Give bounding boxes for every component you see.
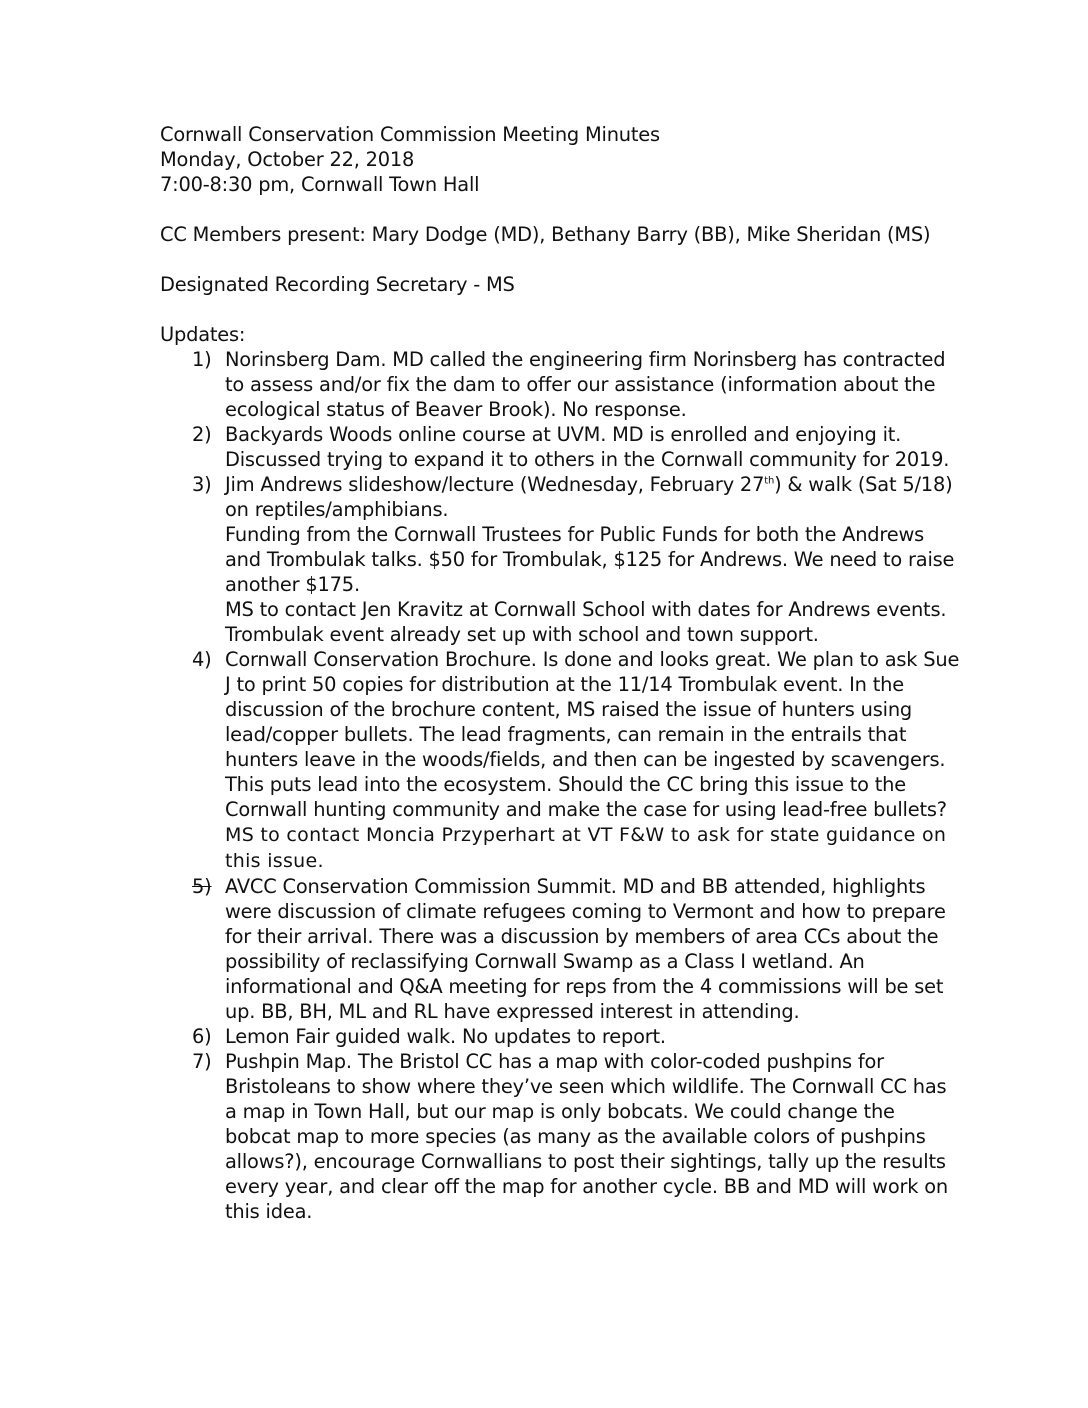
list-item xyxy=(160,347,960,422)
list-item xyxy=(160,1024,960,1049)
recording-secretary: Designated Recording Secretary - MS xyxy=(160,273,515,296)
item-text: Backyards Woods online course at UVM. MD is enrolled and enjoying it. Discussed trying to expand it to others in the Cornwall community for 2019. xyxy=(225,423,950,471)
doc-title: Cornwall Conservation Commission Meeting Minutes xyxy=(160,123,660,146)
meeting-time-place: 7:00-8:30 pm, Cornwall Town Hall xyxy=(160,173,480,196)
item-funding-text: Funding from the Cornwall Trustees for Public Funds for both the Andrews and Trombulak talks. $50 for Trombulak, $125 for Andrews. We need to raise another $175. xyxy=(225,523,955,596)
item-number: 1) xyxy=(192,348,212,371)
item-number: 2) xyxy=(192,423,212,446)
members-present: CC Members present: Mary Dodge (MD), Bethany Barry (BB), Mike Sheridan (MS) xyxy=(160,223,931,246)
meeting-date: Monday, October 22, 2018 xyxy=(160,148,415,171)
item-text: Pushpin Map. The Bristol CC has a map with color-coded pushpins for Bristoleans to show where they’ve seen which wildlife. The Cornwall CC has a map in Town Hall, but our map is only bobcats. We could change the bobcat map to more species (as many as the available colors of pushpins allows?), encourage Cornwallians to post their sightings, tally up the results every year, and clear off the map for another cycle. BB and MD will work on this idea. xyxy=(225,1050,949,1223)
item-text: AVCC Conservation Commission Summit. MD and BB attended, highlights were discussion of climate refugees coming to Vermont and how to prepare for their arrival. There was a discussion by members of area CCs about the possibility of reclassifying Cornwall Swamp as a Class I wetland. An informational and Q&A meeting for reps from the 4 commissions will be set up. BB, BH, ML and RL have expressed interest in attending. xyxy=(225,875,946,1023)
item-number: 4) xyxy=(192,648,212,671)
list-item xyxy=(160,874,960,1024)
item-text: Lemon Fair guided walk. No updates to report. xyxy=(225,1025,666,1048)
item-contact-text: MS to contact Jen Kravitz at Cornwall School with dates for Andrews events. Trombulak event already set up with school and town support. xyxy=(225,598,947,646)
list-item xyxy=(160,472,960,647)
item-number: 7) xyxy=(192,1050,212,1073)
item-text: Jim Andrews slideshow/lecture (Wednesday, February 27th) & walk (Sat 5/18) on reptiles/amphibians. xyxy=(225,473,953,521)
item-number: 5) xyxy=(192,875,212,898)
item-number: 6) xyxy=(192,1025,212,1048)
updates-list xyxy=(160,347,960,1224)
minutes-body xyxy=(160,122,960,1224)
list-item xyxy=(160,647,960,874)
item-text: Cornwall Conservation Brochure. Is done and looks great. We plan to ask Sue J to print 50 copies for distribution at the 11/14 Trombulak event. In the discussion of the brochure content, MS raised the issue of hunters using lead/copper bullets. The lead fragments, can remain in the entrails that hunters leave in the woods/fields, and then can be ingested by scavengers. This puts lead into the ecosystem. Should the CC bring this issue to the Cornwall hunting community and make the case for using lead-free bullets? MS to contact Moncia Przyperhart at VT F&W to ask for state guidance on this issue. xyxy=(225,648,960,872)
updates-heading: Updates: xyxy=(160,323,246,346)
item-text: Norinsberg Dam. MD called the engineering firm Norinsberg has contracted to assess and/or fix the dam to offer our assistance (information about the ecological status of Beaver Brook). No response. xyxy=(225,348,946,421)
list-item xyxy=(160,1049,960,1224)
list-item xyxy=(160,422,960,472)
item-number: 3) xyxy=(192,473,212,496)
